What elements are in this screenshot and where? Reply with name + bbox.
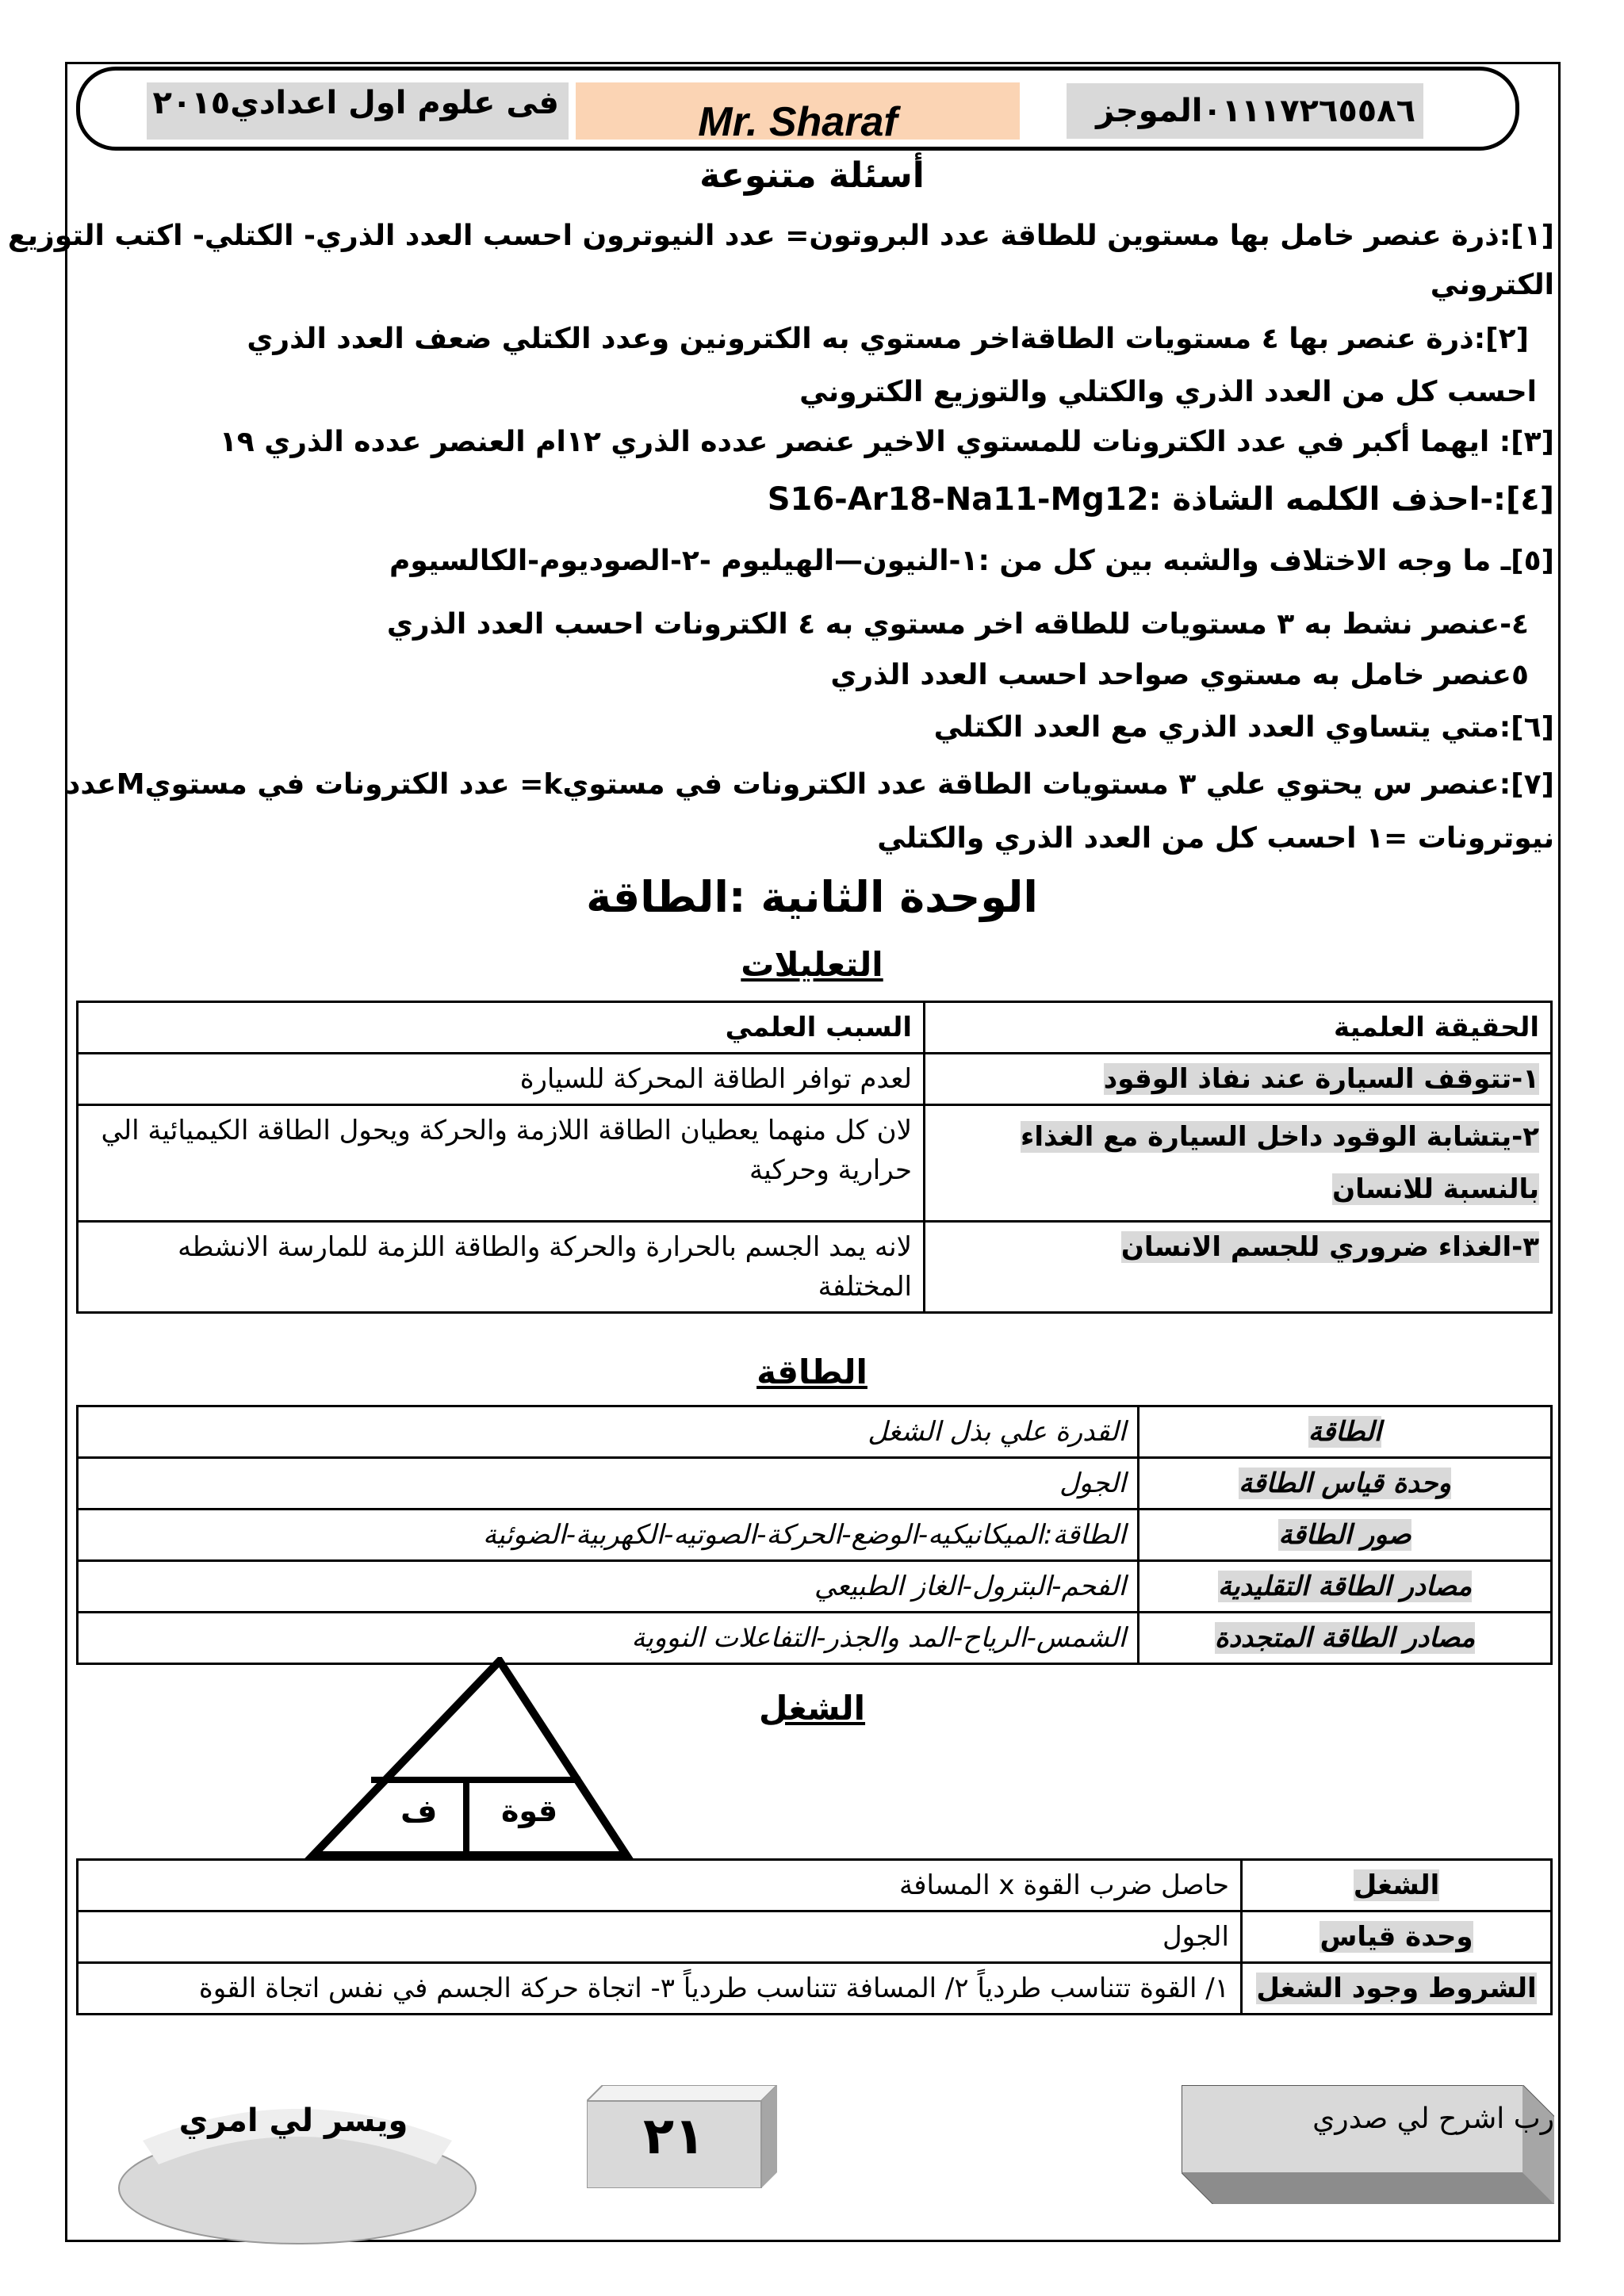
question-line: ٥عنصر خامل به مستوي صواحد احسب العدد الذري [830,659,1529,691]
header-teacher: Mr. Sharaf [576,82,1020,140]
reason-cell: لعدم توافر الطاقة المحركة للسيارة [78,1054,925,1105]
reason-cell: لانه يمد الجسم بالحرارة والحركة والطاقة اللزمة للمارسة الانشطه المختلفة [78,1222,925,1313]
definition-cell: الجول [78,1458,1139,1510]
question-line: نيوترونات =١ احسب كل من العدد الذري والكتلي [877,822,1554,855]
work-heading: الشغل [758,1689,866,1728]
question-line: [٢]:ذرة عنصر بها ٤ مستويات الطاقةاخر مستوي به الكترونين وعدد الكتلي ضعف العدد الذري [247,323,1529,355]
energy-table [76,1405,1553,1665]
energy-heading: الطاقة [756,1353,868,1391]
term-cell: الشروط وجود الشغل [1256,1973,1537,2004]
question-line: [٣]: ايهما أكبر في عدد الكترونات للمستوي الاخير عنصر عدده الذري ١٢ام العنصر عدده الذري ١٩ [219,426,1554,458]
reasons-heading: التعليلات [741,945,883,984]
table-row [78,1510,1552,1561]
table-row [78,1406,1552,1458]
question-line: [٦]:متي يتساوي العدد الذري مع العدد الكتلي [933,711,1554,744]
work-triangle-diagram [301,1657,634,1860]
term-cell: الطاقة [1308,1416,1382,1448]
question-line: [٧]:عنصر س يحتوي علي ٣ مستويات الطاقة عدد الكترونات في مستويk= عدد الكترونات في مستويMعدد [65,768,1554,801]
definition-cell: الفحم-البترول-الغاز الطبيعي [78,1561,1139,1613]
table-row [78,1105,1552,1222]
table-row [78,1054,1552,1105]
page-number: ٢١ [642,2107,706,2166]
header-cell-fact: الحقيقة العلمية [925,1002,1552,1054]
triangle-outline [313,1661,626,1855]
footer-prayer: رب اشرح لي صدري [1312,2103,1554,2135]
question-line: ٤-عنصر نشط به ٣ مستويات للطاقه اخر مستوي به ٤ الكترونات احسب العدد الذري [386,608,1529,641]
triangle-distance-label: ف [400,1793,438,1830]
reasons-table [76,1001,1553,1314]
question-line: [١]:ذرة عنصر خامل بها مستوين للطاقة عدد البروتون= عدد النيوترون احسب العدد الذري- الكتلي- اكتب التوزيع [7,220,1554,252]
fact-cell: ٢-يتشابة الوقود داخل السيارة مع الغذاء بالنسبة للانسان [1020,1121,1539,1205]
table-header-row [78,1002,1552,1054]
term-cell: مصادر الطاقة التقليدية [1217,1571,1473,1602]
header-cell-reason: السبب العلمي [78,1002,925,1054]
term-cell: صور الطاقة [1278,1519,1411,1551]
table-row [78,1222,1552,1313]
question-line: الكتروني [1430,269,1554,301]
header-phone: ٠١١١٧٢٦٥٥٨٦الموجز [1067,83,1423,139]
triangle-force-label: قوة [501,1793,558,1828]
definition-cell: القدرة علي بذل الشغل [78,1406,1139,1458]
term-cell: الشغل [1353,1869,1440,1901]
definition-cell: الشمس-الرياح-المد والجذر-التفاعلات النووية [78,1613,1139,1664]
question-line: احسب كل من العدد الذري والكتلي والتوزيع الكتروني [799,376,1537,408]
table-row [78,1911,1552,1963]
table-row [78,1963,1552,2015]
definition-cell: ١/ القوة تتناسب طردياً ٢/ المسافة تتناسب طردياً ٣- اتجاة حركة الجسم في نفس اتجاة القوة [78,1963,1242,2015]
definition-cell: الطاقة:الميكانيكيه-الوضع-الحركة-الصوتيه-الكهربية-الضوئية [78,1510,1139,1561]
term-cell: مصادر الطاقة المتجددة [1214,1622,1476,1654]
definition-cell: حاصل ضرب القوة x المسافة [78,1860,1242,1911]
section-title: أسئلة متنوعة [699,155,925,196]
fact-cell: ٣-الغذاء ضروري للجسم الانسان [1120,1231,1539,1263]
footer-closing: ويسر لي امري [178,2103,408,2139]
term-cell: وحدة قياس [1320,1921,1473,1953]
term-cell: وحدة قياس الطاقة [1239,1468,1451,1499]
header-subject: فى علوم اول اعدادي٢٠١٥ [147,82,569,140]
table-row [78,1613,1552,1664]
work-table [76,1858,1553,2015]
definition-cell: الجول [78,1911,1242,1963]
reason-cell: لان كل منهما يعطيان الطاقة اللازمة والحركة ويحول الطاقة الكيميائية الي حرارية وحركية [78,1105,925,1222]
table-row [78,1860,1552,1911]
table-row [78,1561,1552,1613]
fact-cell: ١-تتوقف السيارة عند نفاذ الوقود [1103,1063,1539,1095]
table-row [78,1458,1552,1510]
question-line: [٥]ـ ما وجه الاختلاف والشبه بين كل من :١-النيون—الهيليوم -٢-الصوديوم-الكالسيوم [389,545,1554,577]
question-line: [٤]:-احذف الكلمه الشاذة :S16-Ar18-Na11-Mg12 [767,481,1554,518]
unit-title: الوحدة الثانية :الطاقة [586,872,1038,922]
